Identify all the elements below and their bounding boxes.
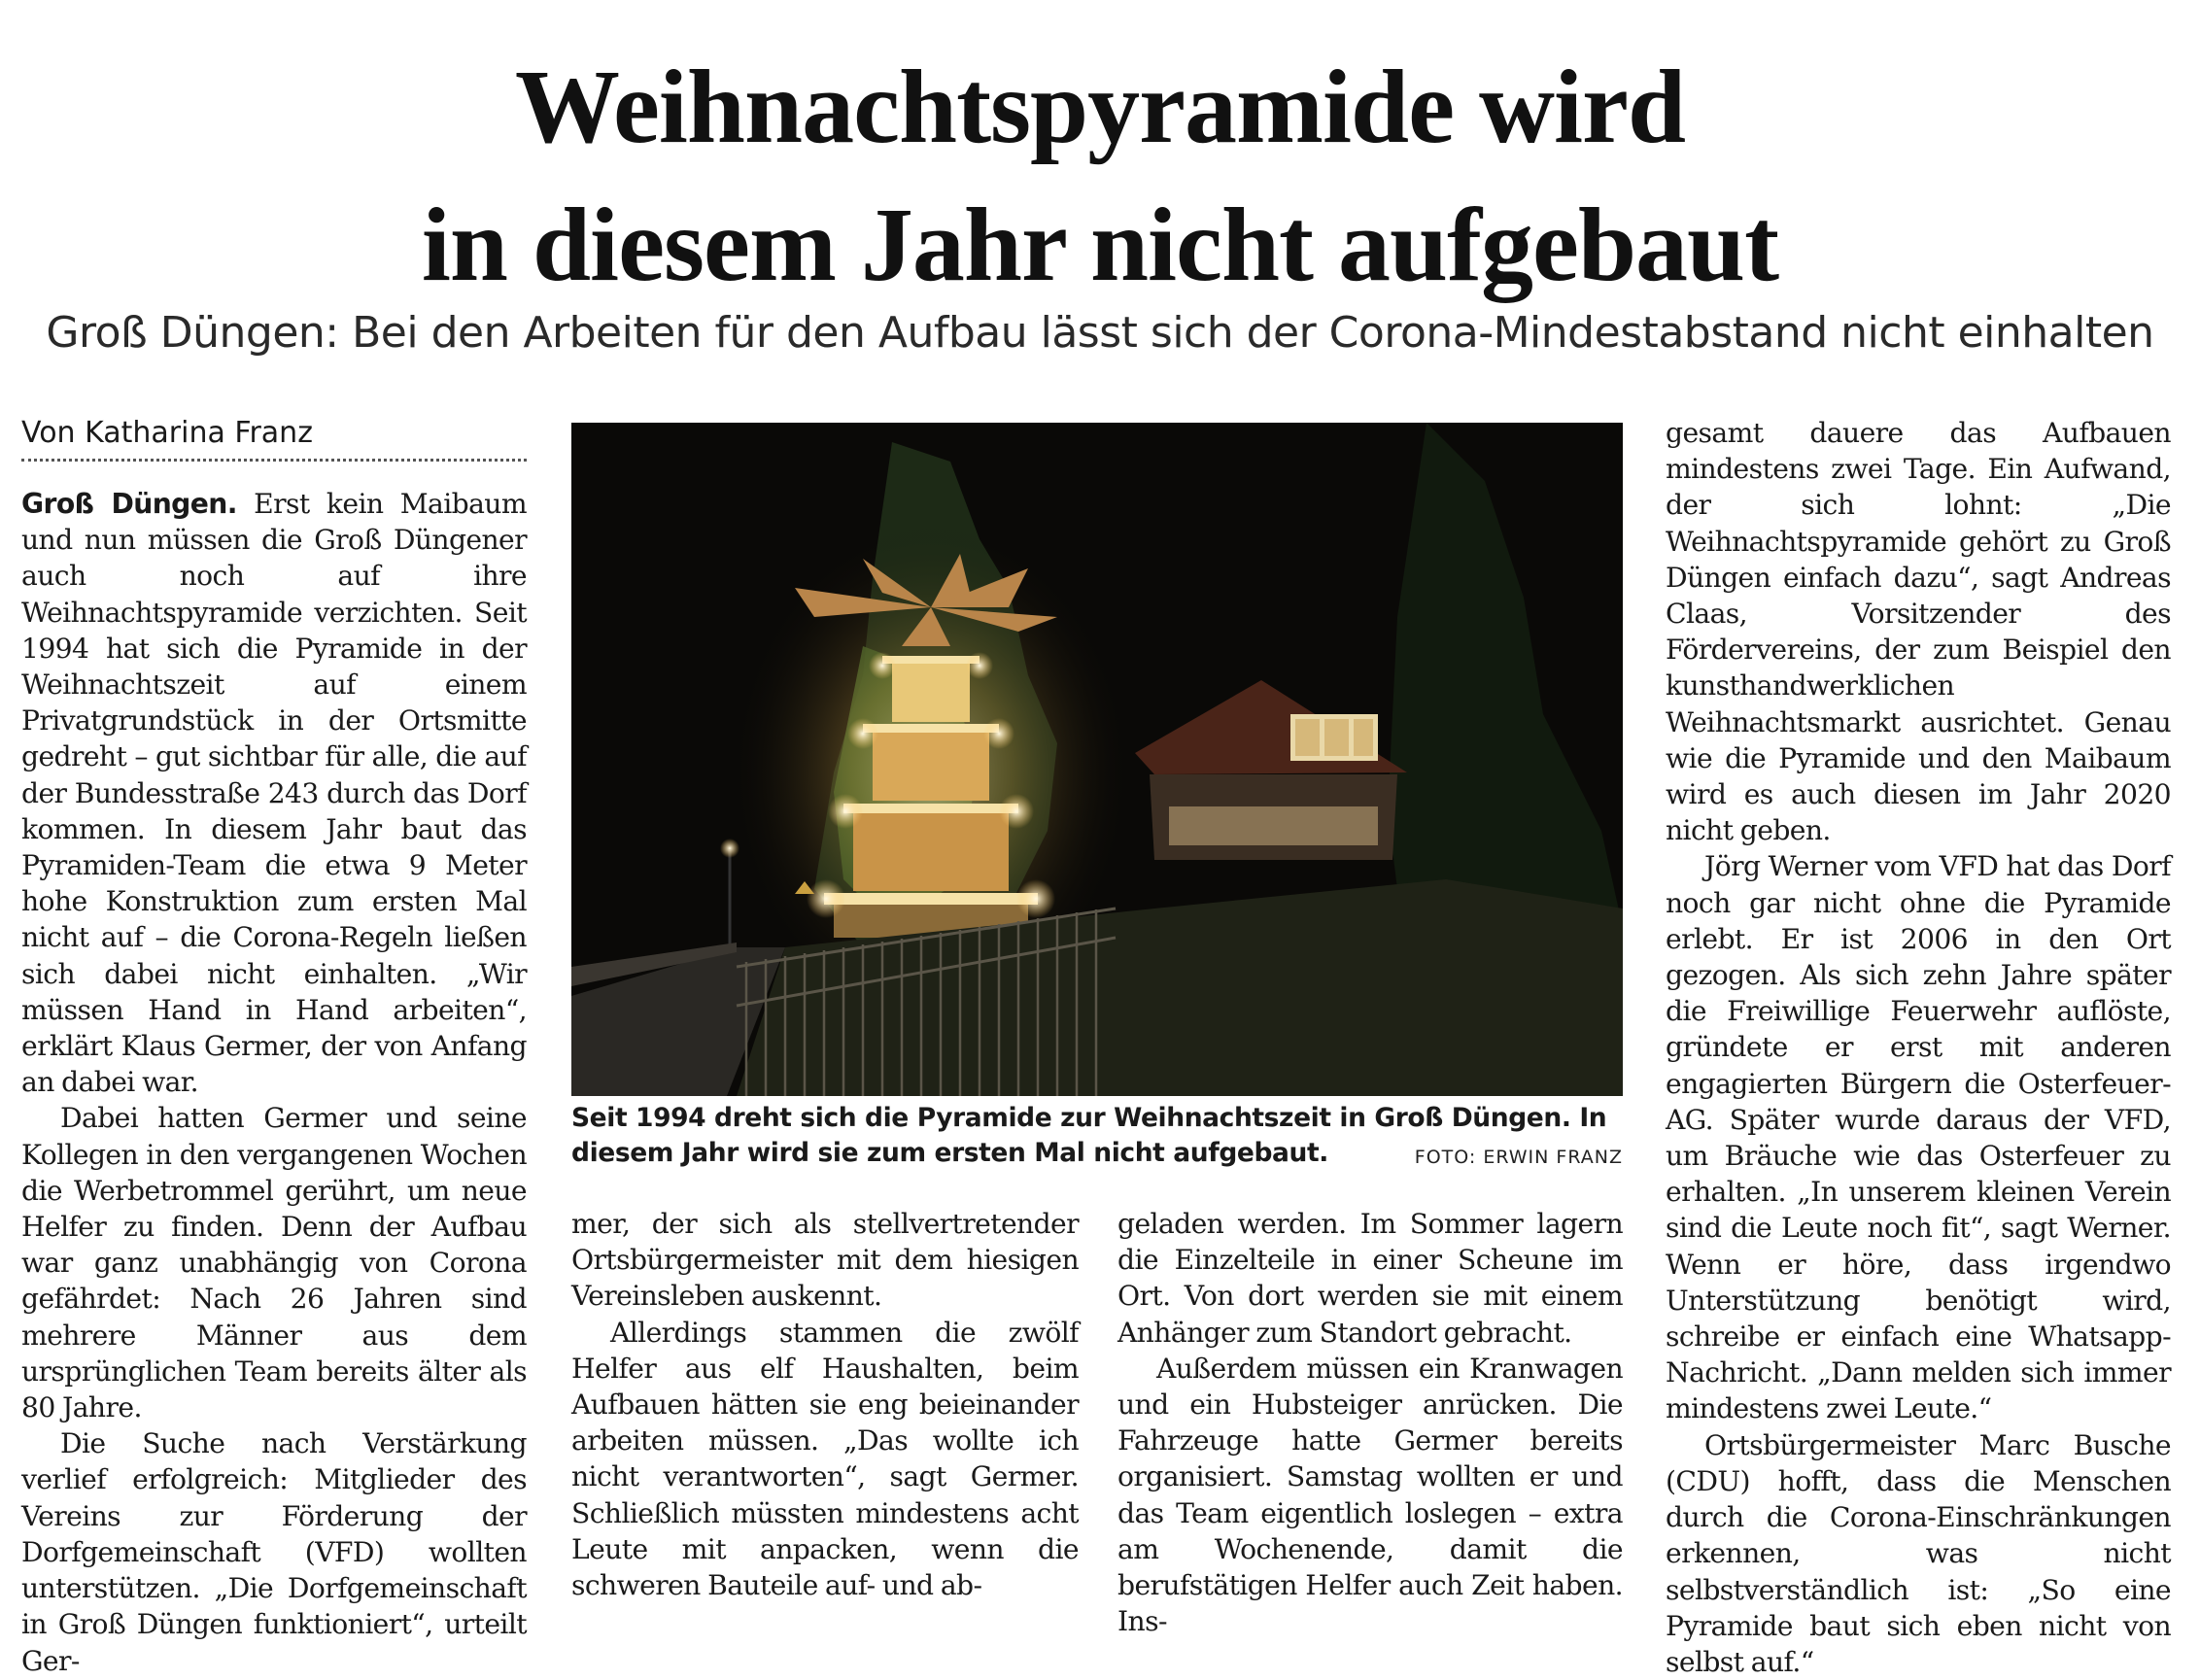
photo-caption: Seit 1994 dreht sich die Pyramide zur Weihnachtszeit in Groß Düngen. In diesem Jahr wird sie zum ersten Mal nicht aufgebaut.	[571, 1103, 1607, 1168]
dateline: Groß Düngen.	[21, 488, 237, 520]
headline	[0, 39, 2200, 315]
byline: Von Katharina Franz	[21, 414, 527, 462]
article-paragraph	[21, 486, 527, 1100]
article-paragraph: Die Suche nach Verstärkung verlief erfolgreich: Mitglieder des Vereins zur Förderung der Dorfgemeinschaft (VFD) wollten unterstützen. „Die Dorfgemeinschaft in Groß Düngen funktioniert“, urteilt Ger-	[21, 1427, 527, 1677]
article-column-3	[1117, 1206, 1623, 1639]
photo-credit: FOTO: ERWIN FRANZ	[1414, 1147, 1623, 1168]
article-paragraph: Außerdem müssen ein Kranwagen und ein Hubsteiger anrücken. Die Fahrzeuge hatte Germer bereits organisiert. Samstag wollten er und das Team eigentlich loslegen – extra am Wochenende, damit die berufstätigen Helfer auch Zeit haben. Ins-	[1117, 1352, 1623, 1638]
article-paragraph: geladen werden. Im Sommer lagern die Einzelteile in einer Scheune im Ort. Von dort werden sie mit einem Anhänger zum Standort gebracht.	[1117, 1208, 1623, 1349]
subheadline: Groß Düngen: Bei den Arbeiten für den Aufbau lässt sich der Corona-Mindestabstand nicht einhalten	[46, 308, 2154, 358]
article-paragraph: Allerdings stammen die zwölf Helfer aus elf Haushalten, beim Aufbauen hätten sie eng beieinander arbeiten müssen. „Das wollte ich nicht verantworten“, sagt Germer. Schließlich müssten mindestens acht Leute mit anpacken, wenn die schweren Bauteile auf- und ab-	[571, 1316, 1079, 1602]
article-paragraph: Ortsbürgermeister Marc Busche (CDU) hofft, dass die Menschen durch die Corona-Einschränkungen erkennen, was nicht selbstverständlich ist: „So eine Pyramide baut sich eben nicht von selbst auf.“	[1666, 1428, 2171, 1678]
headline-line-1: Weihnachtspyramide wird	[514, 50, 1686, 165]
article-paragraph: mer, der sich als stellvertretender Ortsbürgermeister mit dem hiesigen Vereinsleben auskennt.	[571, 1208, 1079, 1313]
article-photo	[571, 423, 1623, 1096]
article-paragraph: Jörg Werner vom VFD hat das Dorf noch gar nicht ohne die Pyramide erlebt. Er ist 2006 in den Ort gezogen. Als sich zehn Jahre später die Freiwillige Feuerwehr auflöste, gründete er erst mit anderen engagierten Bürgern die Osterfeuer-AG. Später wurde daraus der VFD, um Bräuche wie das Osterfeuer zu erhalten. „In unserem kleinen Verein sind die Leute noch fit“, sagt Werner. Wenn er höre, dass irgendwo Unterstützung benötigt wird, schreibe er einfach eine Whatsapp-Nachricht. „Dann melden sich immer mindestens zwei Leute.“	[1666, 850, 2171, 1425]
paragraph-text: Erst kein Maibaum und nun müssen die Groß Düngener auch noch auf ihre Weihnachtspyramide verzichten. Seit 1994 hat sich die Pyramide in der Weihnachtszeit auf einem Privatgrundstück in der Ortsmitte gedreht – gut sichtbar für alle, die auf der Bundesstraße 243 durch das Dorf kommen. In diesem Jahr baut das Pyramiden-Team die etwa 9 Meter hohe Konstruktion zum ersten Mal nicht auf – die Corona-Regeln ließen sich dabei nicht einhalten. „Wir müssen Hand in Hand arbeiten“, erklärt Klaus Germer, der von Anfang an dabei war.	[21, 488, 527, 1099]
article-column-1	[21, 486, 527, 1679]
night-pyramid-photo	[571, 423, 1623, 1096]
article-column-4	[1666, 415, 2171, 1680]
article-paragraph: Dabei hatten Germer und seine Kollegen in den vergangenen Wochen die Werbetrommel gerührt, um neue Helfer zu finden. Denn der Aufbau war ganz unabhängig von Corona gefährdet: Nach 26 Jahren sind mehrere Männer aus dem ursprünglichen Team bereits älter als 80 Jahre.	[21, 1102, 527, 1424]
headline-line-2: in diesem Jahr nicht aufgebaut	[421, 188, 1779, 303]
article-column-2	[571, 1206, 1079, 1603]
article-paragraph: gesamt dauere das Aufbauen mindestens zwei Tage. Ein Aufwand, der sich lohnt: „Die Weihnachtspyramide gehört zu Groß Düngen einfach dazu“, sagt Andreas Claas, Vorsitzender des Fördervereins, der zum Beispiel den kunsthandwerklichen Weihnachtsmarkt ausrichtet. Genau wie die Pyramide und den Maibaum wird es auch diesen im Jahr 2020 nicht geben.	[1666, 417, 2171, 847]
